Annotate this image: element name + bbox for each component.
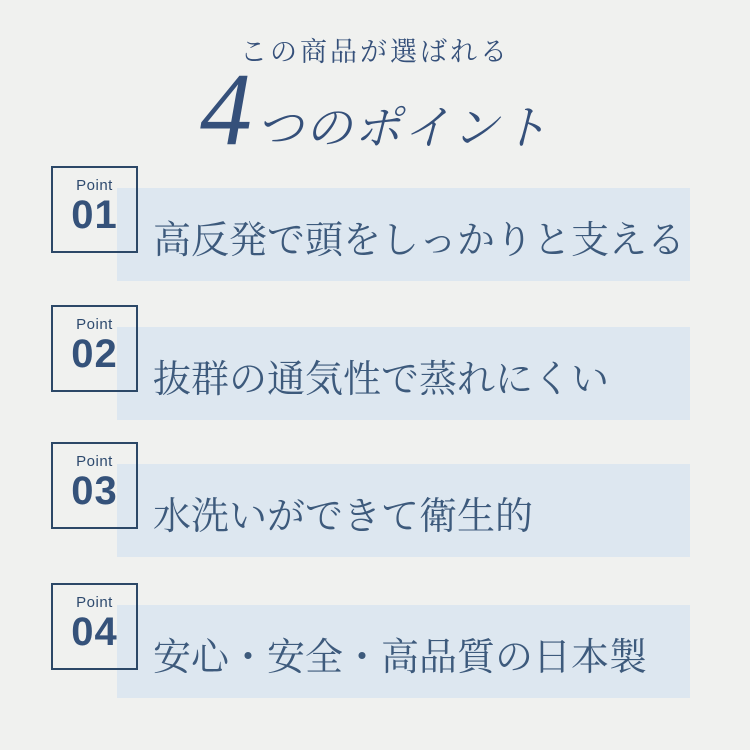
point-03-number-box xyxy=(51,442,138,529)
point-row-03 xyxy=(0,442,750,558)
point-01-text: 高反発で頭をしっかりと支える xyxy=(153,219,686,262)
point-label: Point xyxy=(76,177,113,194)
point-label: Point xyxy=(76,594,113,611)
title-count-numeral: 4 xyxy=(200,52,252,167)
point-row-02 xyxy=(0,305,750,421)
point-row-04 xyxy=(0,583,750,699)
point-04-text: 安心・安全・高品質の日本製 xyxy=(153,636,648,679)
point-04-number-box xyxy=(51,583,138,670)
point-number: 01 xyxy=(71,193,118,237)
point-label: Point xyxy=(76,316,113,333)
point-row-01 xyxy=(0,166,750,282)
point-number: 02 xyxy=(71,332,118,376)
point-02-text: 抜群の通気性で蒸れにくい xyxy=(153,358,610,401)
banner-subtitle: この商品が選ばれる xyxy=(240,37,510,67)
title-suffix-text: つのポイント xyxy=(256,103,550,155)
point-01-number-box xyxy=(51,166,138,253)
point-02-number-box xyxy=(51,305,138,392)
point-03-text: 水洗いができて衛生的 xyxy=(153,495,534,538)
point-label: Point xyxy=(76,453,113,470)
point-number: 03 xyxy=(71,469,118,513)
point-number: 04 xyxy=(71,610,118,654)
